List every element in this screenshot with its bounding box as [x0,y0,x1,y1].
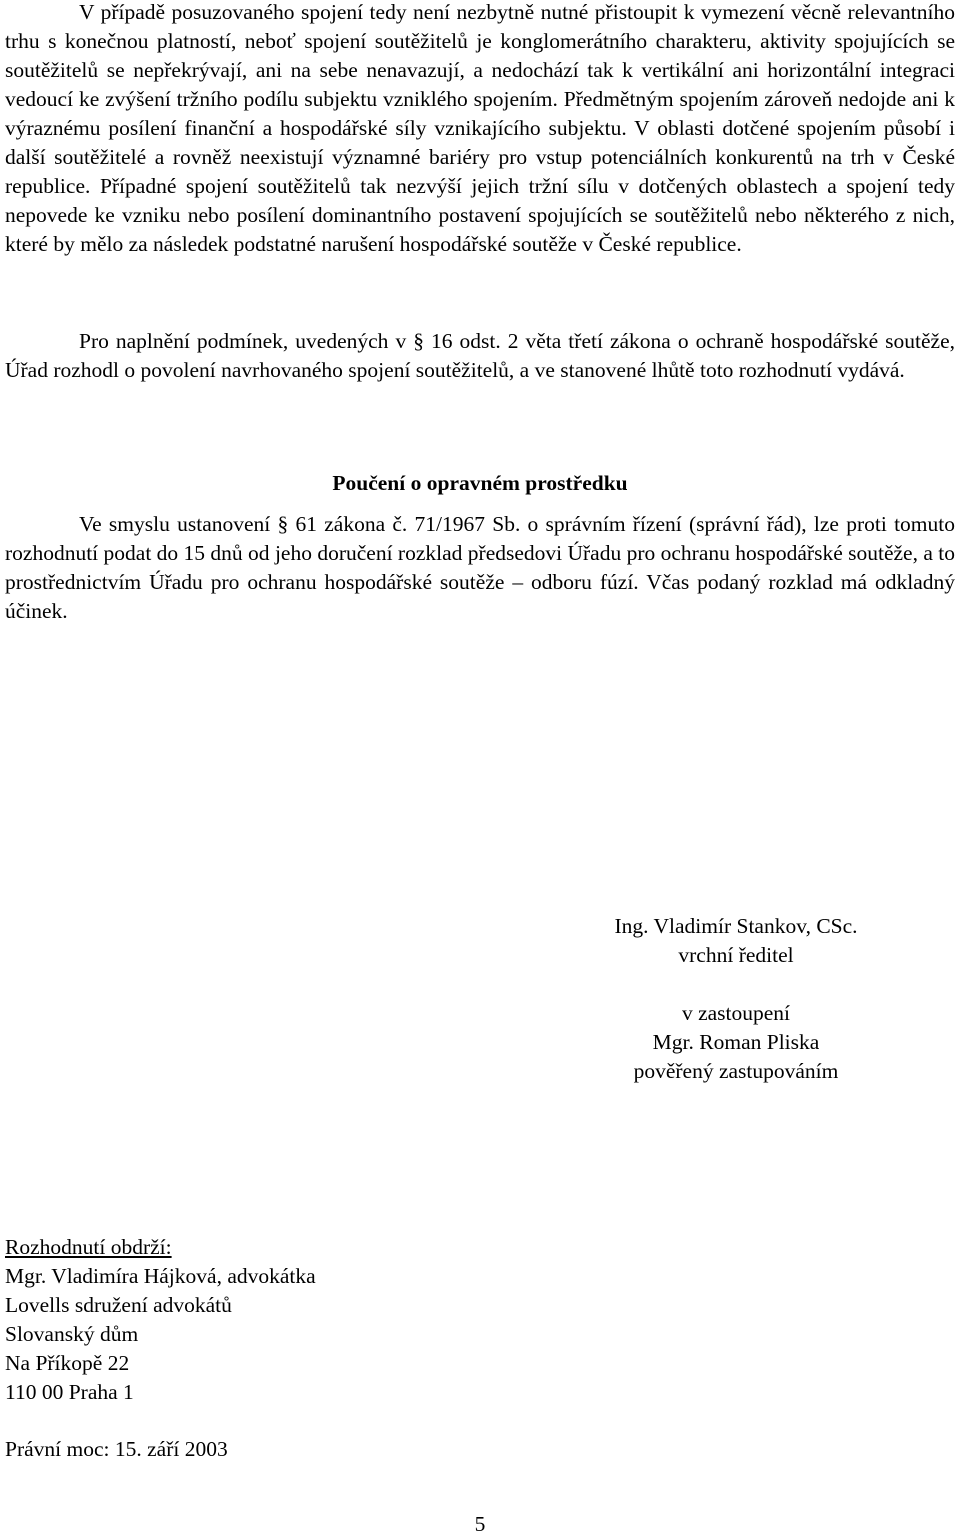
signatory-role: vrchní ředitel [678,943,794,967]
deputy-role: pověřený zastupováním [633,1059,839,1083]
deputy-signature-block [590,999,882,1086]
paragraph-market-assessment-lead: V případě posuzovaného spojení tedy není nezbytně nutné přistoupit k vymezení věcně relevantního trhu s konečnou platností, neboť spojení soutěžitelů je konglomerátního charakteru, aktivity spojujících se soutěžitelů se nepřekrývají, ani na sebe nenavazují, a nedochází tak k vertikální ani horizontální integraci vedoucí ke zvýšení tržního podílu subjektu vzniklého spojením. [5,0,955,111]
paragraph-decision [5,327,955,385]
signature-block [590,912,882,970]
signatory-name: Ing. Vladimír Stankov, CSc. [614,914,858,938]
recipient-line: Mgr. Vladimíra Hájková, advokátka [5,1264,316,1288]
remedy-heading: Poučení o opravném prostředku [332,471,628,495]
paragraph-market-assessment-tail: Případné spojení soutěžitelů tak nezvýší jejich tržní sílu v dotčených oblastech a spojení tedy nepovede ke vzniku nebo posílení dominantního postavení spojujících se soutěžitelů nebo některého z nich, které by mělo za následek podstatné narušení hospodářské soutěže v České republice. [5,174,955,256]
page-number: 5 [474,1512,486,1536]
recipient-line: Slovanský dům [5,1322,139,1346]
paragraph-decision-text: Pro naplnění podmínek, uvedených v § 16 odst. 2 věta třetí zákona o ochraně hospodářské soutěže, Úřad rozhodl o povolení navrhovaného spojení soutěžitelů, a ve stanovené lhůtě toto rozhodnutí vydává. [5,329,955,382]
recipients-block [5,1233,316,1407]
paragraph-market-assessment-middle: Předmětným spojením zároveň nedojde ani k výraznému posílení finanční a hospodářské síly vznikajícího subjektu. V oblasti dotčené spojením působí i další soutěžitelé a rovněž neexistují významné bariéry pro vstup potenciálních konkurentů na trh v České republice. [5,87,956,198]
paragraph-remedy-text: Ve smyslu ustanovení § 61 zákona č. 71/1967 Sb. o správním řízení (správní řád), lze proti tomuto rozhodnutí podat do 15 dnů od jeho doručení rozklad předsedovi Úřadu pro ochranu hospodářské soutěže, a to prostřednictvím Úřadu pro ochranu hospodářské soutěže – odboru fúzí. Včas podaný rozklad má odkladný účinek. [5,512,955,623]
deputy-name: Mgr. Roman Pliska [652,1030,820,1054]
recipient-line: Na Příkopě 22 [5,1351,130,1375]
recipient-line: Lovells sdružení advokátů [5,1293,232,1317]
paragraph-remedy [5,510,955,626]
representation-note: v zastoupení [681,1001,791,1025]
legal-validity-date: Právní moc: 15. září 2003 [5,1437,228,1461]
recipients-title: Rozhodnutí obdrží: [5,1235,172,1259]
recipient-line: 110 00 Praha 1 [5,1380,134,1404]
paragraph-market-assessment [5,0,955,259]
